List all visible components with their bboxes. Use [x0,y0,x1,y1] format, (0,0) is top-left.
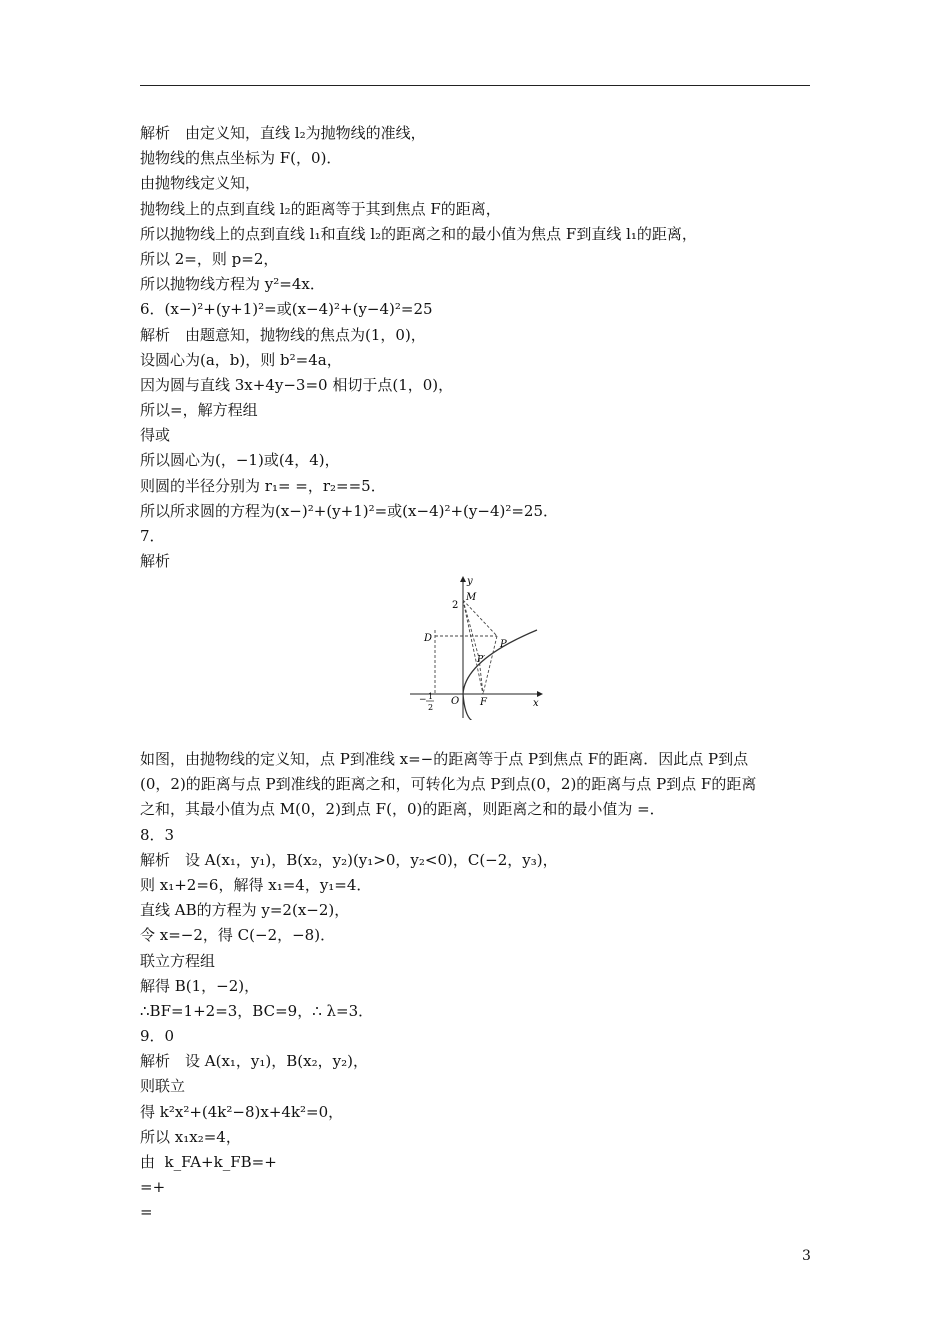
text-line: 所以抛物线上的点到直线 l₁和直线 l₂的距离之和的最小值为焦点 F到直线 l₁的距离， [140,224,697,243]
text-line: 由抛物线定义知， [140,174,261,193]
segment-mp [463,600,497,636]
text-line: (0，2)的距离与点 P到准线的距离之和，可转化为点 P到点(0，2)的距离与点 P到点 F的距离 [140,775,757,794]
text-line: 之和，其最小值为点 M(0，2)到点 F(，0)的距离，则距离之和的最小值为 =． [140,800,665,819]
text-line: 解析 由题意知，抛物线的焦点为(1，0)， [140,325,426,344]
text-line: 8．3 [140,825,175,844]
y-axis-arrow [460,576,466,582]
text-line: 所以抛物线方程为 y²=4x． [140,275,325,294]
point-d-label: D [424,633,433,644]
text-line: 则 x₁+2=6，解得 x₁=4，y₁=4． [140,875,372,894]
solution-text-top [140,121,820,574]
origin-label: O [451,696,460,707]
text-line: 得或 [140,426,171,445]
half-numerator: 1 [428,692,434,701]
text-line: 联立方程组 [140,951,216,970]
y-axis-label: y [467,576,473,587]
text-line: 直线 AB的方程为 y=2(x−2)， [140,901,350,920]
half-denominator: 2 [428,703,434,712]
text-line: 9．0 [140,1027,175,1046]
text-line: 如图，由抛物线的定义知，点 P到准线 x=−的距离等于点 P到焦点 F的距离．因此点 P到点 [140,750,749,768]
focus-label: F [480,697,487,708]
text-line: =+ [140,1178,166,1197]
text-line: 抛物线的焦点坐标为 F(，0)． [140,149,342,168]
text-line: 令 x=−2，得 C(−2，−8)． [140,926,336,945]
text-line: 由 k_FA+k_FB=+ [140,1153,277,1171]
text-line: 设圆心为(a，b)，则 b²=4a， [140,350,342,369]
parabola-figure [405,570,545,720]
point-p-label: P [500,639,507,650]
text-line: = [140,1203,153,1222]
segment-pf [483,636,497,694]
text-line: 所以 2=，则 p=2， [140,249,279,268]
tick-two-label: 2 [452,600,459,611]
text-line: 则联立 [140,1077,186,1096]
x-axis-label: x [533,698,539,709]
text-line: 解得 B(1，−2)， [140,976,260,995]
text-line: 所以圆心为(，−1)或(4，4)， [140,451,340,470]
text-line: 解析 设 A(x₁，y₁)，B(x₂，y₂)， [140,1052,368,1071]
text-line: 解析 [140,552,171,571]
text-line: 所以所求圆的方程为(x−)²+(y+1)²=或(x−4)²+(y−4)²=25． [140,501,559,520]
header-rule [140,85,810,86]
solution-text-bottom [140,747,820,1226]
text-line: 所以=，解方程组 [140,401,258,420]
text-line: 6．(x−)²+(y+1)²=或(x−4)²+(y−4)²=25 [140,300,433,319]
text-line: 解析 由定义知，直线 l₂为抛物线的准线， [140,124,426,142]
page-number: 3 [802,1248,811,1264]
text-line: 所以 x₁x₂=4， [140,1127,241,1146]
text-line: 抛物线上的点到直线 l₂的距离等于其到焦点 F的距离， [140,199,501,218]
parabola-diagram [405,570,545,720]
text-line: 解析 设 A(x₁，y₁)，B(x₂，y₂)(y₁>0，y₂<0)，C(−2，y₃)， [140,850,558,869]
point-p-prime-label: P′ [477,655,486,665]
segment-mf [463,600,486,694]
text-line: 得 k²x²+(4k²−8)x+4k²=0， [140,1102,344,1121]
minus-sign: − [419,695,427,705]
text-line: ∴BF=1+2=3，BC=9，∴ λ=3． [140,1001,374,1020]
text-line: 则圆的半径分别为 r₁= =，r₂==5． [140,476,386,495]
text-line: 7． [140,527,165,545]
x-axis-arrow [537,691,543,697]
point-m-label: M [466,592,477,603]
text-line: 因为圆与直线 3x+4y−3=0 相切于点(1，0)， [140,375,454,394]
